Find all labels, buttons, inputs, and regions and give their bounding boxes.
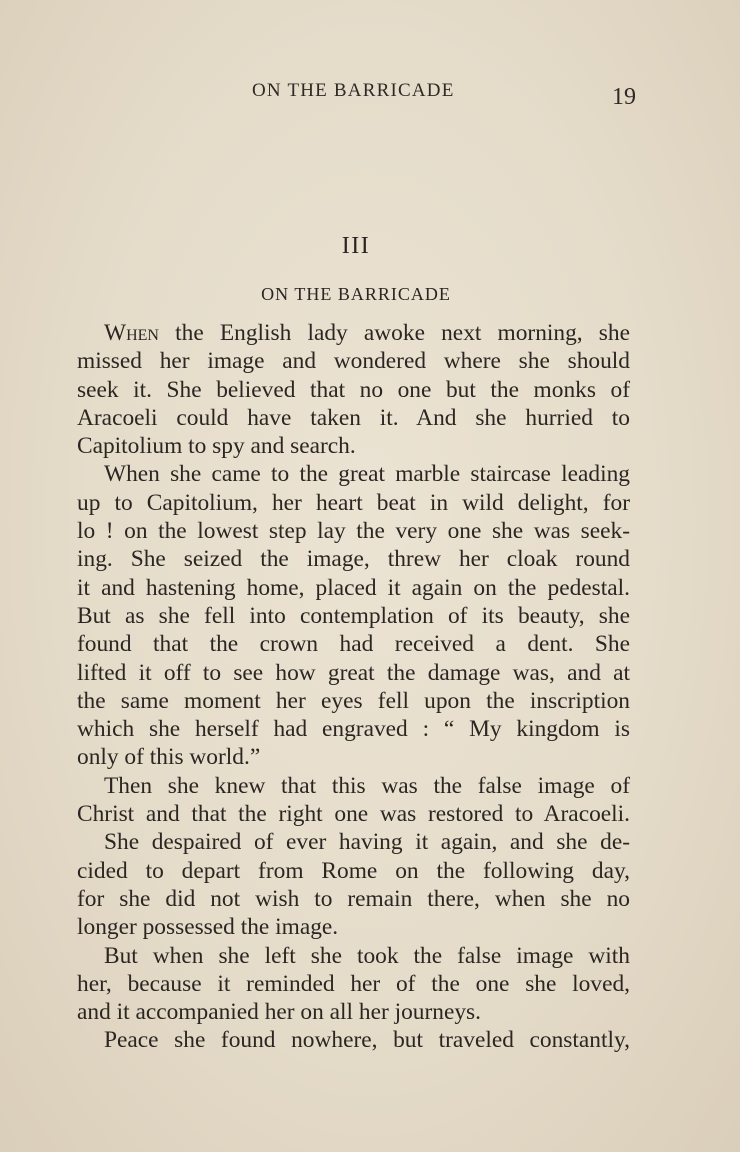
text-line: Capitolium to spy and search.: [77, 433, 356, 460]
text-line: which she herself had engraved : “ My kingdom is: [77, 716, 630, 743]
text-line: only of this world.”: [77, 744, 261, 771]
text-line: missed her image and wondered where she should: [77, 348, 630, 375]
text-line: cided to depart from Rome on the following day,: [77, 857, 630, 884]
text-line: She despaired of ever having it again, and she de-: [104, 829, 630, 856]
opening-word: When: [104, 320, 159, 346]
text-line: Then she knew that this was the false image of: [104, 772, 630, 799]
text-line: ing. She seized the image, threw her cloak round: [77, 546, 630, 573]
text-line: found that the crown had received a dent. She: [77, 631, 630, 658]
body-text: [77, 319, 630, 1055]
text-line: Christ and that the right one was restored to Aracoeli.: [77, 801, 630, 828]
running-head-title: ON THE BARRICADE: [252, 80, 455, 101]
text-fragment: the English lady awoke next morning, she: [158, 320, 630, 346]
text-line: Peace she found nowhere, but traveled constantly,: [104, 1027, 630, 1054]
text-line: But as she fell into contemplation of its beauty, she: [77, 602, 630, 629]
text-line: and it accompanied her on all her journeys.: [77, 999, 481, 1026]
text-line: Aracoeli could have taken it. And she hurried to: [77, 404, 630, 431]
text-line: When she came to the great marble staircase leading: [104, 461, 630, 488]
text-line: up to Capitolium, her heart beat in wild delight, for: [77, 489, 630, 516]
paragraph-1: [77, 319, 630, 460]
running-head: [0, 80, 740, 110]
chapter-title: ON THE BARRICADE: [261, 284, 451, 304]
page-number: 19: [612, 84, 636, 110]
text-line: lo ! on the lowest step lay the very one she was seek-: [77, 518, 630, 545]
paragraph-2: [77, 460, 630, 771]
paragraph-6: [77, 1026, 630, 1054]
text-line: longer possessed the image.: [77, 914, 339, 941]
text-line: [77, 319, 630, 347]
text-line: seek it. She believed that no one but the monks of: [77, 376, 630, 403]
text-line: it and hastening home, placed it again on the pedestal.: [77, 574, 630, 601]
paragraph-4: [77, 828, 630, 941]
text-line: the same moment her eyes fell upon the inscription: [77, 687, 630, 714]
text-line: her, because it reminded her of the one she loved,: [77, 970, 630, 997]
text-line: lifted it off to see how great the damage was, and at: [77, 659, 630, 686]
paragraph-3: [77, 772, 630, 829]
text-line: for she did not wish to remain there, when she no: [77, 885, 630, 912]
chapter-numeral: III: [341, 233, 371, 259]
paragraph-5: [77, 942, 630, 1027]
text-line: But when she left she took the false image with: [104, 942, 630, 969]
